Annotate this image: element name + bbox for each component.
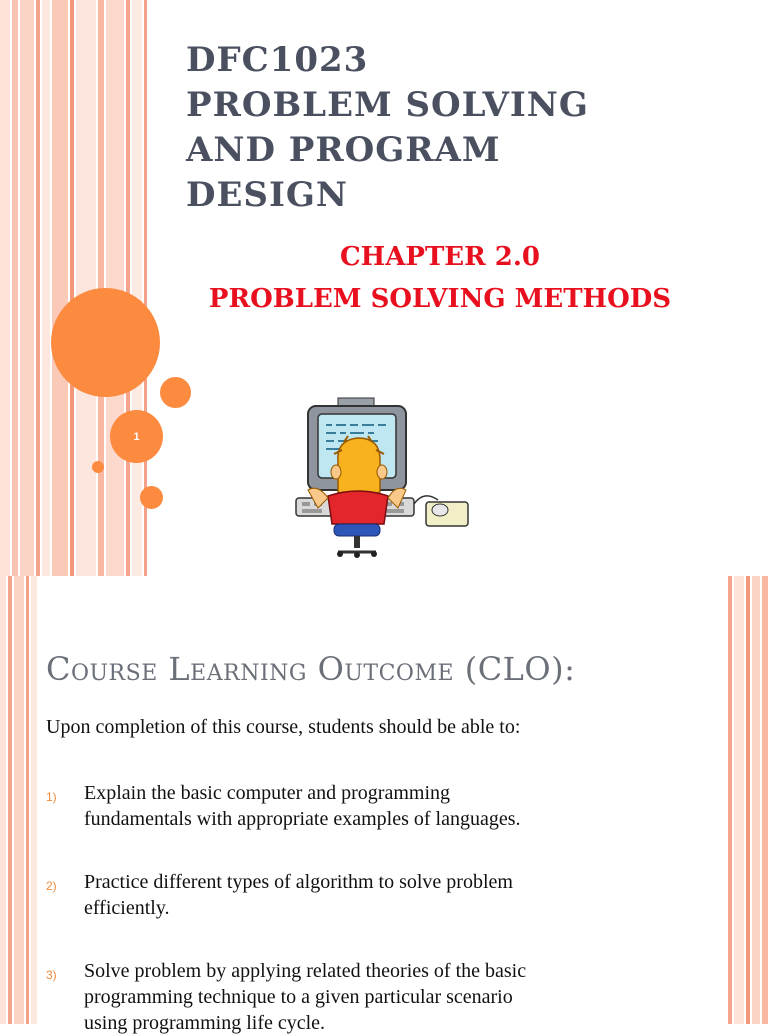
left-stripe-decoration (0, 576, 38, 1024)
list-item (46, 869, 696, 921)
slide-heading: Course Learning Outcome (CLO): (46, 650, 576, 688)
list-item (46, 780, 696, 832)
person-at-computer-icon (288, 392, 473, 562)
left-stripe-decoration (0, 0, 150, 576)
course-title-line: AND PROGRAM (186, 130, 501, 170)
slide-number: 1 (110, 410, 163, 463)
course-title-line: PROBLEM SOLVING (186, 85, 589, 125)
chapter-title: PROBLEM SOLVING METHODS (208, 284, 672, 314)
list-text-line: programming technique to a given particular scenario (84, 986, 513, 1008)
decorative-circle-medium (160, 377, 191, 408)
list-text-line: Explain the basic computer and programming (84, 782, 451, 804)
list-number: 2) (46, 879, 57, 893)
decorative-circle-small (140, 486, 163, 509)
list-text-line: using programming life cycle. (84, 1012, 326, 1034)
list-number: 3) (46, 968, 57, 982)
decorative-circle-tiny (92, 461, 104, 473)
list-text-line: Practice different types of algorithm to solve problem (84, 871, 513, 893)
chapter-number: CHAPTER 2.0 (339, 242, 541, 272)
list-item (46, 958, 696, 1036)
course-title-line: DESIGN (186, 175, 348, 215)
list-text-line: fundamentals with appropriate examples of languages. (84, 808, 521, 830)
chapter-heading (140, 236, 740, 320)
right-stripe-decoration (728, 576, 768, 1024)
intro-text: Upon completion of this course, students should be able to: (46, 716, 521, 738)
list-text-line: efficiently. (84, 897, 170, 919)
list-text-line: Solve problem by applying related theories of the basic (84, 960, 527, 982)
course-title-line: DFC1023 (186, 40, 369, 80)
course-title (186, 38, 746, 218)
list-number: 1) (46, 790, 57, 804)
